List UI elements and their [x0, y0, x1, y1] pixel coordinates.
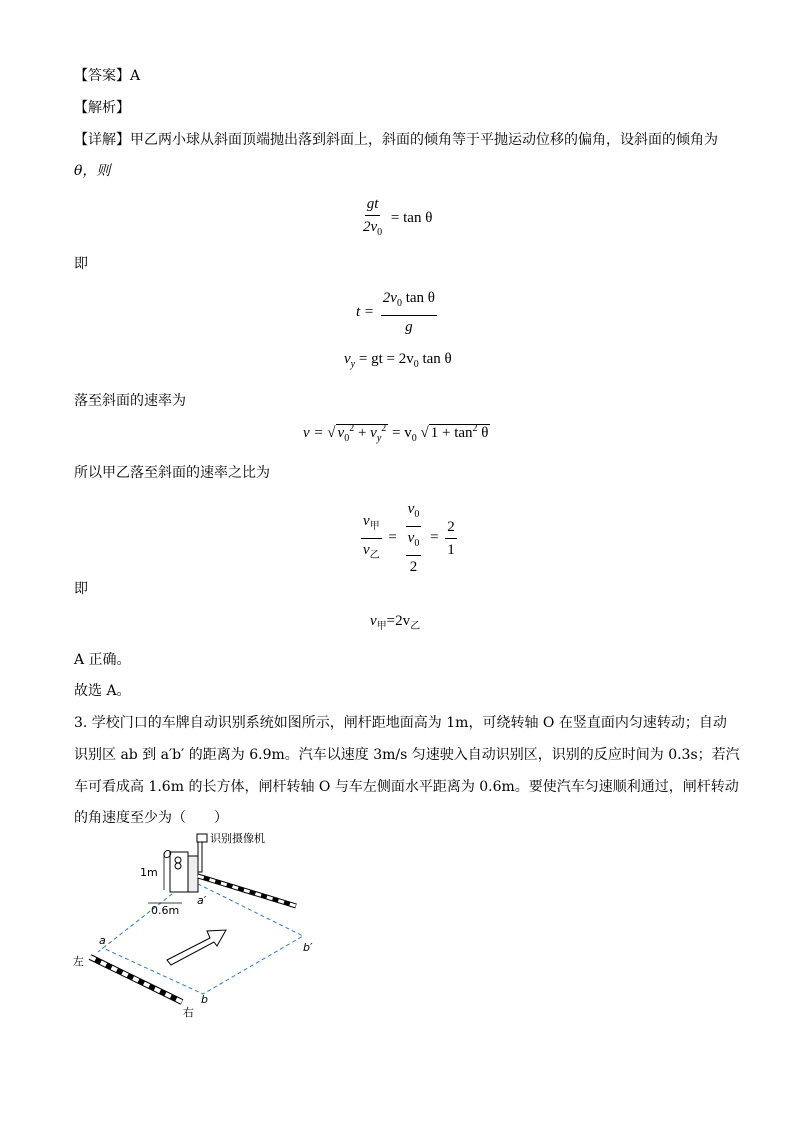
- gate-post-side: [188, 856, 198, 892]
- camera-box: [197, 834, 207, 842]
- answer-line: 【答案】A: [74, 68, 141, 84]
- choose-a: 故选 A。: [74, 683, 131, 699]
- a-correct: A 正确。: [74, 652, 131, 668]
- equation-3: $v_y$ = gt = $2v_0$ tan θ: [344, 351, 452, 370]
- question-3-line-1: 3. 学校门口的车牌自动识别系统如图所示，闸杆距地面高为 1m，可绕转轴 O 在竖直面内匀速转动；自动: [74, 715, 727, 731]
- label-right: 右: [183, 1006, 194, 1019]
- question-3-line-2: 识别区 ab 到 a′b′ 的距离为 6.9m。汽车以速度 3m/s 匀速驶入自动识别区，识别的反应时间为 0.3s；若汽: [74, 747, 740, 763]
- equation-1: $\frac{gt}{2v_0}$ = tan θ: [363, 196, 433, 238]
- gate-diagram: [70, 830, 330, 1020]
- left-curb-stripes: [90, 957, 182, 1002]
- ji-1: 即: [74, 256, 88, 272]
- gate-post: [170, 852, 188, 892]
- label-left: 左: [73, 955, 84, 968]
- camera-post: [198, 840, 202, 872]
- label-b: b: [201, 993, 208, 1006]
- label-a-prime: a′: [197, 894, 207, 907]
- detail-line-1: 【详解】甲乙两小球从斜面顶端抛出落到斜面上，斜面的倾角等于平抛运动位移的偏角，设斜面的倾角为: [74, 132, 718, 148]
- ji-2: 即: [74, 581, 88, 597]
- analysis-heading: 【解析】: [74, 100, 130, 116]
- question-3-line-3: 车可看成高 1.6m 的长方体，闸杆转轴 O 与车左侧面水平距离为 0.6m。要使汽车匀速顺利通过，闸杆转动: [74, 779, 739, 795]
- label-o: O: [163, 848, 172, 861]
- detail-theta: θ，则: [74, 163, 111, 179]
- camera-label: 识别摄像机: [210, 832, 265, 845]
- equation-4: v = √ $v_0^2 + v_y^2 = v_0$ √ $1 + \tan^2 \theta$: [303, 423, 489, 444]
- detail-line-2: [74, 161, 110, 181]
- speed-text: 落至斜面的速率为: [74, 393, 186, 409]
- ratio-text: 所以甲乙落至斜面的速率之比为: [74, 465, 270, 481]
- direction-arrow: [167, 930, 226, 965]
- question-3-line-4: 的角速度至少为（ ）: [74, 810, 228, 826]
- equation-5: $\frac{v_甲}{v_乙}$ = $\frac{v_0}{\frac{v_0}{2}}$ = $\frac{2}{1}$: [363, 501, 455, 575]
- label-dist: 0.6m: [151, 904, 180, 917]
- equation-2: t = $\frac{2v_0 \tan \theta}{g}$: [356, 290, 435, 335]
- zone-line: [98, 948, 103, 952]
- label-height: 1m: [140, 866, 158, 879]
- label-b-prime: b′: [303, 941, 313, 954]
- equation-6: $v_甲=2v_乙$: [370, 613, 421, 632]
- label-a: a: [99, 934, 106, 947]
